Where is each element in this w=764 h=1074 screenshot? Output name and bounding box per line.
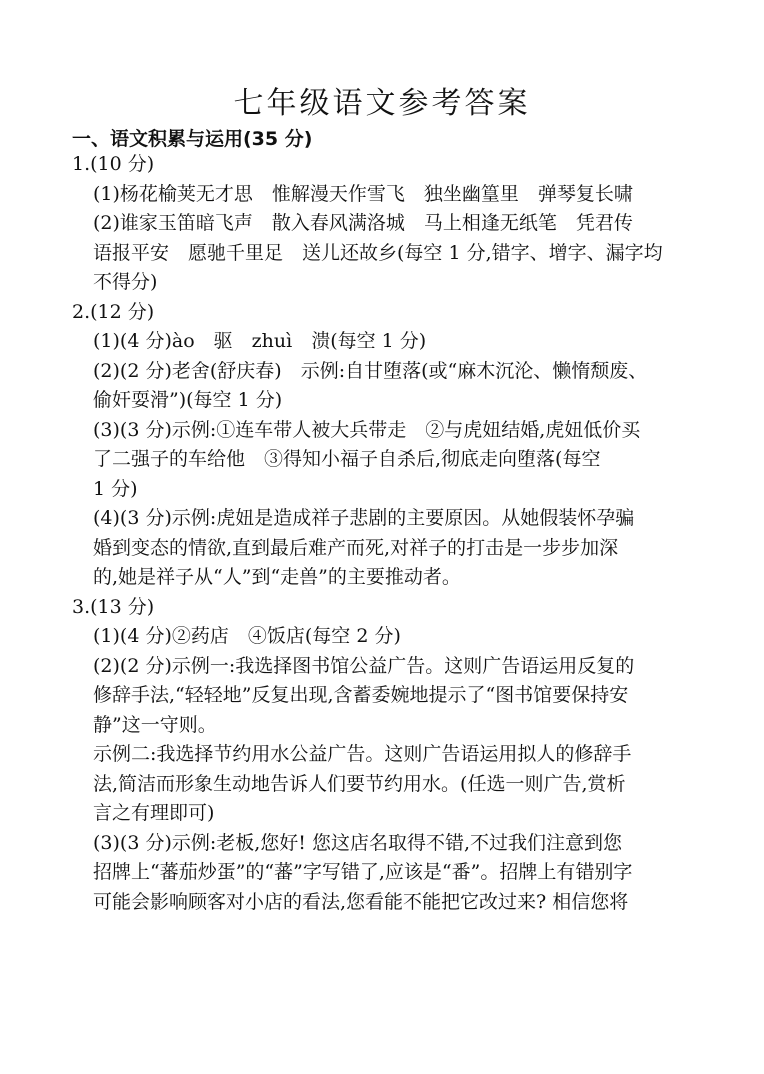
answer-line: (3)(3 分)示例:老板,您好! 您这店名取得不错,不过我们注意到您 (93, 831, 623, 854)
answer-line: 修辞手法,“轻轻地”反复出现,含蓄委婉地提示了“图书馆要保持安 (93, 684, 629, 706)
page-title: 七年级语文参考答案 (233, 86, 531, 121)
section-heading: 一、语文积累与运用(35 分) (72, 128, 313, 150)
answer-line: 示例二:我选择节约用水公益广告。这则广告语运用拟人的修辞手 (93, 743, 632, 765)
answer-line: 了二强子的车给他 ③得知小福子自杀后,彻底走向堕落(每空 (93, 448, 601, 470)
question-label: 2.(12 分) (72, 300, 155, 323)
answer-line: 1 分) (93, 477, 138, 500)
answer-line: 招牌上“蕃茄炒蛋”的“蕃”字写错了,应该是“番”。招牌上有错别字 (93, 861, 633, 883)
answer-line: (2)(2 分)示例一:我选择图书馆公益广告。这则广告语运用反复的 (93, 654, 635, 677)
answer-line: 可能会影响顾客对小店的看法,您看能不能把它改过来? 相信您将 (93, 890, 629, 913)
question-label: 1.(10 分) (72, 153, 155, 175)
answer-line: (3)(3 分)示例:①连车带人被大兵带走 ②与虎妞结婚,虎妞低价买 (93, 418, 641, 441)
answer-line: (2)谁家玉笛暗飞声 散入春风满洛城 马上相逢无纸笔 凭君传 (93, 212, 633, 234)
answer-line: 言之有理即可) (93, 802, 215, 824)
answers-body (72, 150, 712, 917)
answer-line: (4)(3 分)示例:虎妞是造成祥子悲剧的主要原因。从她假装怀孕骗 (93, 507, 635, 529)
answer-line: (1)(4 分)②药店 ④饭店(每空 2 分) (93, 625, 401, 647)
answer-line: 法,简洁而形象生动地告诉人们要节约用水。(任选一则广告,赏析 (93, 772, 626, 795)
answer-line: (1)(4 分)ào 驱 zhuì 溃(每空 1 分) (93, 330, 427, 352)
question-2 (72, 298, 712, 593)
answer-line: 的,她是祥子从“人”到“走兽”的主要推动者。 (93, 566, 461, 588)
answer-line: 婚到变态的情欲,直到最后难产而死,对祥子的打击是一步步加深 (93, 536, 619, 559)
answer-line: (1)杨花榆荚无才思 惟解漫天作雪飞 独坐幽篁里 弹琴复长啸 (93, 182, 633, 205)
question-label: 3.(13 分) (72, 595, 155, 618)
answer-line: 偷奸耍滑”)(每空 1 分) (93, 389, 283, 411)
question-1 (72, 150, 712, 298)
question-3 (72, 593, 712, 918)
answer-line: (2)(2 分)老舍(舒庆春) 示例:自甘堕落(或“麻木沉沦、懒惰颓废、 (93, 359, 648, 382)
answer-line: 静”这一守则。 (93, 713, 217, 736)
answer-line: 语报平安 愿驰千里足 送儿还故乡(每空 1 分,错字、增字、漏字均 (93, 241, 663, 264)
answer-line: 不得分) (93, 271, 158, 293)
